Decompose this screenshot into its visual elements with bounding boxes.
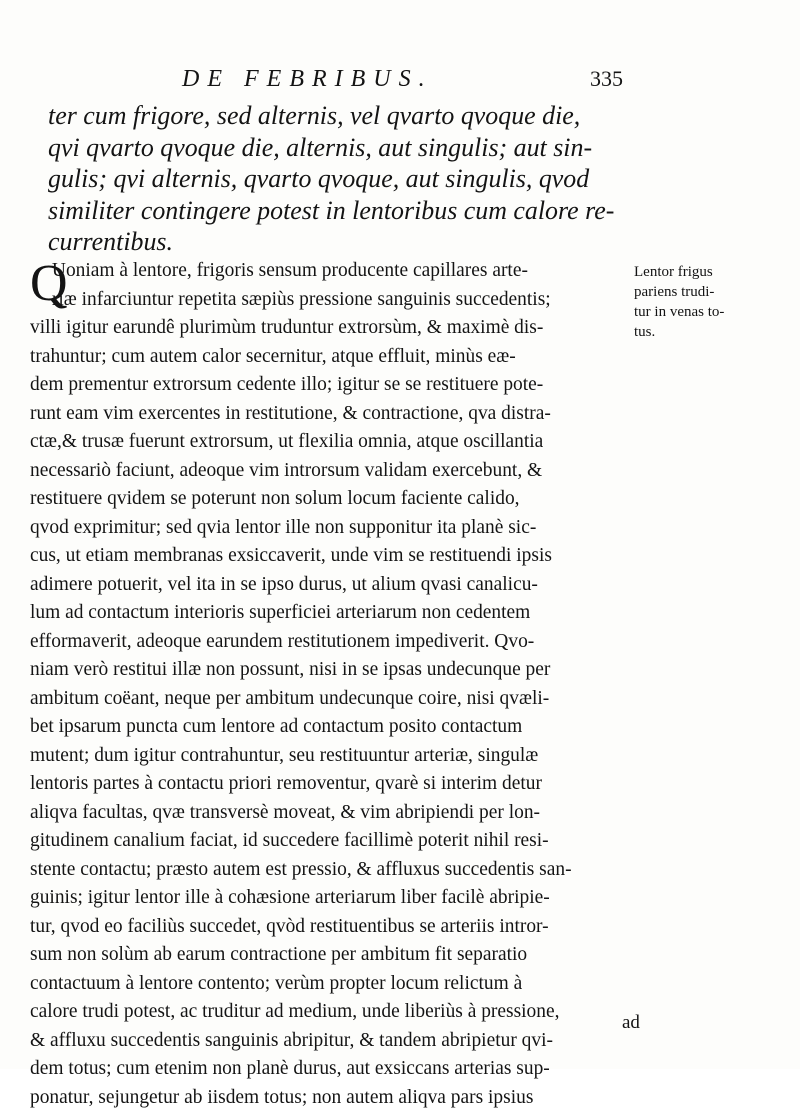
main-line-1: Uoniam à lentore, frigoris sensum producente capillares arte-: [30, 257, 628, 286]
main-line-22: stente contactu; præsto autem est pressio, & affluxus succedentis san-: [30, 856, 628, 885]
margin-note: [634, 262, 794, 342]
main-line-12: adimere potuerit, vel ita in se ipso durus, ut alium qvasi canalicu-: [30, 571, 628, 600]
main-line-18: mutent; dum igitur contrahuntur, seu restituuntur arteriæ, singulæ: [30, 742, 628, 771]
main-line-19: lentoris partes à contactu priori removentur, qvarè si interim detur: [30, 770, 628, 799]
main-line-3: villi igitur earundê plurimùm truduntur extrorsùm, & maximè dis-: [30, 314, 628, 343]
italic-line-5: currentibus.: [48, 226, 626, 258]
main-line-5: dem prementur extrorsum cedente illo; igitur se se restituere pote-: [30, 371, 628, 400]
main-line-28: & affluxu succedentis sanguinis abripitur, & tandem abripietur qvi-: [30, 1027, 628, 1056]
drop-cap: Q: [30, 258, 68, 310]
main-line-21: gitudinem canalium faciat, id succedere facillimè poterit nihil resi-: [30, 827, 628, 856]
italic-line-1: ter cum frigore, sed alternis, vel qvarto qvoque die,: [48, 100, 626, 132]
main-line-29: dem totus; cum etenim non planè durus, aut exsiccans arterias sup-: [30, 1055, 628, 1084]
italic-line-2: qvi qvarto qvoque die, alternis, aut singulis; aut sin-: [48, 132, 626, 164]
page-number: 335: [590, 66, 623, 92]
italic-paragraph: [48, 100, 628, 258]
main-line-2: riæ infarciuntur repetita sæpiùs pressione sanguinis succedentis;: [30, 286, 628, 315]
margin-note-line-4: tus.: [634, 322, 794, 342]
italic-line-3: gulis; qvi alternis, qvarto qvoque, aut singulis, qvod: [48, 163, 626, 195]
margin-note-line-2: pariens trudi-: [634, 282, 794, 302]
main-line-8: necessariò faciunt, adeoque vim introrsum validam exercebunt, &: [30, 457, 628, 486]
main-line-11: cus, ut etiam membranas exsiccaverit, unde vim se restituendi ipsis: [30, 542, 628, 571]
main-line-24: tur, qvod eo faciliùs succedet, qvòd restituentibus se arteriis intror-: [30, 913, 628, 942]
main-line-23: guinis; igitur lentor ille à cohæsione arteriarum liber facilè abripie-: [30, 884, 628, 913]
margin-note-line-1: Lentor frigus: [634, 262, 794, 282]
main-line-30: ponatur, sejungetur ab iisdem totus; non autem aliqva pars ipsius: [30, 1084, 628, 1112]
main-line-7: ctæ,& trusæ fuerunt extrorsum, ut flexilia omnia, atque oscillantia: [30, 428, 628, 457]
main-line-4: trahuntur; cum autem calor secernitur, atque effluit, minùs eæ-: [30, 343, 628, 372]
main-line-10: qvod exprimitur; sed qvia lentor ille non supponitur ita planè sic-: [30, 514, 628, 543]
main-line-9: restituere qvidem se poterunt non solum locum faciente calido,: [30, 485, 628, 514]
running-title: DE FEBRIBUS.: [182, 66, 433, 93]
main-line-20: aliqva facultas, qvæ transversè moveat, & vim abripiendi per lon-: [30, 799, 628, 828]
main-line-25: sum non solùm ab earum contractione per ambitum fit separatio: [30, 941, 628, 970]
italic-line-4: similiter contingere potest in lentoribus cum calore re-: [48, 195, 626, 227]
main-line-14: efformaverit, adeoque earundem restitutionem impediverit. Qvo-: [30, 628, 628, 657]
main-line-6: runt eam vim exercentes in restitutione, & contractione, qva distra-: [30, 400, 628, 429]
main-line-15: niam verò restitui illæ non possunt, nisi in se ipsas undecunque per: [30, 656, 628, 685]
main-line-17: bet ipsarum puncta cum lentore ad contactum posito contactum: [30, 713, 628, 742]
margin-note-line-3: tur in venas to-: [634, 302, 794, 322]
main-line-27: calore trudi potest, ac truditur ad medium, unde liberiùs à pressione,: [30, 998, 628, 1027]
main-paragraph: [30, 257, 630, 1112]
catchword: ad: [622, 1012, 640, 1034]
main-line-13: lum ad contactum interioris superficiei arteriarum non cedentem: [30, 599, 628, 628]
main-line-16: ambitum coëant, neque per ambitum undecunque coire, nisi qvæli-: [30, 685, 628, 714]
main-line-26: contactuum à lentore contento; verùm propter locum relictum à: [30, 970, 628, 999]
